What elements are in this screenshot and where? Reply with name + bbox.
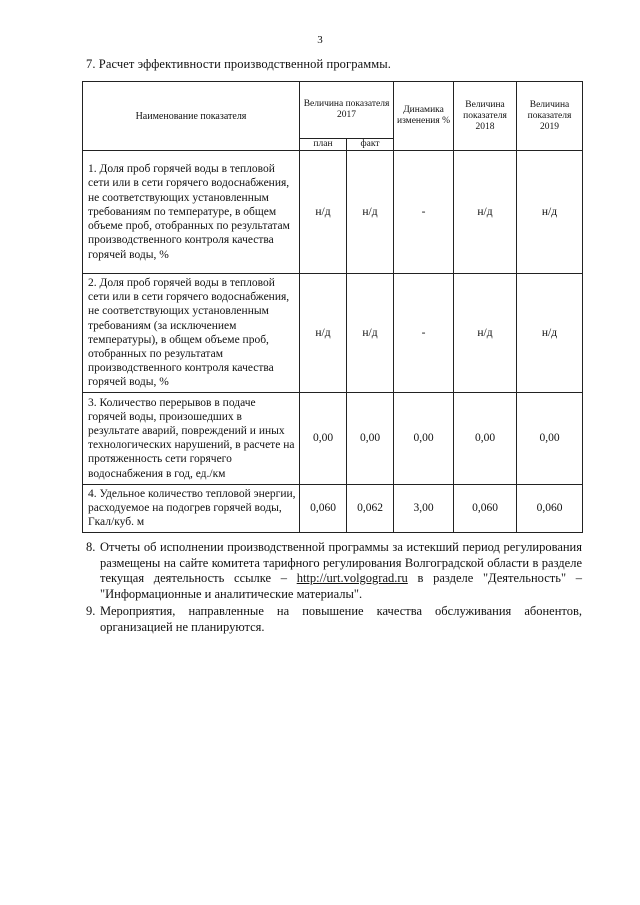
- cell-2018: н/д: [454, 274, 517, 393]
- cell-fact: н/д: [347, 274, 394, 393]
- row-indicator-name: 1. Доля проб горячей воды в тепловой сети или в сети горячего водоснабжения, не соответствующих установленным требованиям по температуре, в общем объеме проб, отобранных по результатам производственного контроля качества горячей воды, %: [83, 151, 300, 274]
- cell-2019: 0,00: [517, 392, 583, 484]
- cell-dynamics: -: [394, 274, 454, 393]
- table-row: [83, 392, 583, 484]
- header-value-2017: Величина показателя 2017: [300, 82, 394, 139]
- row-indicator-name: 2. Доля проб горячей воды в тепловой сети или в сети горячего водоснабжения, не соответствующих установленным требованиям (за исключением температуры), в общем объеме проб, отобранных по результатам производственного контроля качества горячей воды, %: [83, 274, 300, 393]
- cell-fact: н/д: [347, 151, 394, 274]
- cell-2018: н/д: [454, 151, 517, 274]
- row-indicator-name: 4. Удельное количество тепловой энергии, расходуемое на подогрев горячей воды, Гкал/куб. м: [83, 484, 300, 532]
- note-8-text: [100, 540, 582, 602]
- cell-2019: н/д: [517, 151, 583, 274]
- cell-plan: 0,00: [300, 392, 347, 484]
- notes-section: [86, 540, 582, 637]
- note-8-text-part-b: в разделе "Деятельность" – "Информационные и аналитические материалы".: [100, 571, 582, 601]
- row-indicator-name: 3. Количество перерывов в подаче горячей воды, произошедших в результате аварий, повреждений и иных технологических нарушений, в расчете на протяженность сети горячего водоснабжения в год, ед./км: [83, 392, 300, 484]
- cell-fact: 0,00: [347, 392, 394, 484]
- header-fact: факт: [347, 139, 394, 151]
- efficiency-table: [82, 81, 583, 533]
- note-8-text-part-a: Отчеты об исполнении производственной программы за истекший период регулирования размещены на сайте комитета тарифного регулирования Волгоградской области в разделе текущая деятельность ссылке –: [100, 540, 582, 585]
- cell-2019: 0,060: [517, 484, 583, 532]
- cell-fact: 0,062: [347, 484, 394, 532]
- page-number: 3: [317, 34, 323, 46]
- table-row: [83, 484, 583, 532]
- urt-volgograd-link[interactable]: http://urt.volgograd.ru: [296, 571, 408, 585]
- cell-dynamics: -: [394, 151, 454, 274]
- cell-2018: 0,060: [454, 484, 517, 532]
- note-8: [86, 540, 582, 602]
- header-value-2019: Величина показателя 2019: [517, 82, 583, 151]
- section-title: 7. Расчет эффективности производственной программы.: [86, 57, 391, 71]
- cell-2019: н/д: [517, 274, 583, 393]
- cell-plan: н/д: [300, 151, 347, 274]
- header-dynamics: Динамика изменения %: [394, 82, 454, 151]
- note-8-number: 8.: [86, 540, 96, 554]
- table-row: [83, 151, 583, 274]
- header-plan: план: [300, 139, 347, 151]
- cell-2018: 0,00: [454, 392, 517, 484]
- cell-plan: 0,060: [300, 484, 347, 532]
- cell-dynamics: 0,00: [394, 392, 454, 484]
- cell-plan: н/д: [300, 274, 347, 393]
- note-9-text: Мероприятия, направленные на повышение качества обслуживания абонентов, организацией не планируются.: [100, 604, 582, 634]
- header-indicator-name: Наименование показателя: [83, 82, 300, 151]
- note-9: [86, 604, 582, 635]
- cell-dynamics: 3,00: [394, 484, 454, 532]
- table-row: [83, 274, 583, 393]
- header-value-2018: Величина показателя 2018: [454, 82, 517, 151]
- note-9-number: 9.: [86, 604, 96, 618]
